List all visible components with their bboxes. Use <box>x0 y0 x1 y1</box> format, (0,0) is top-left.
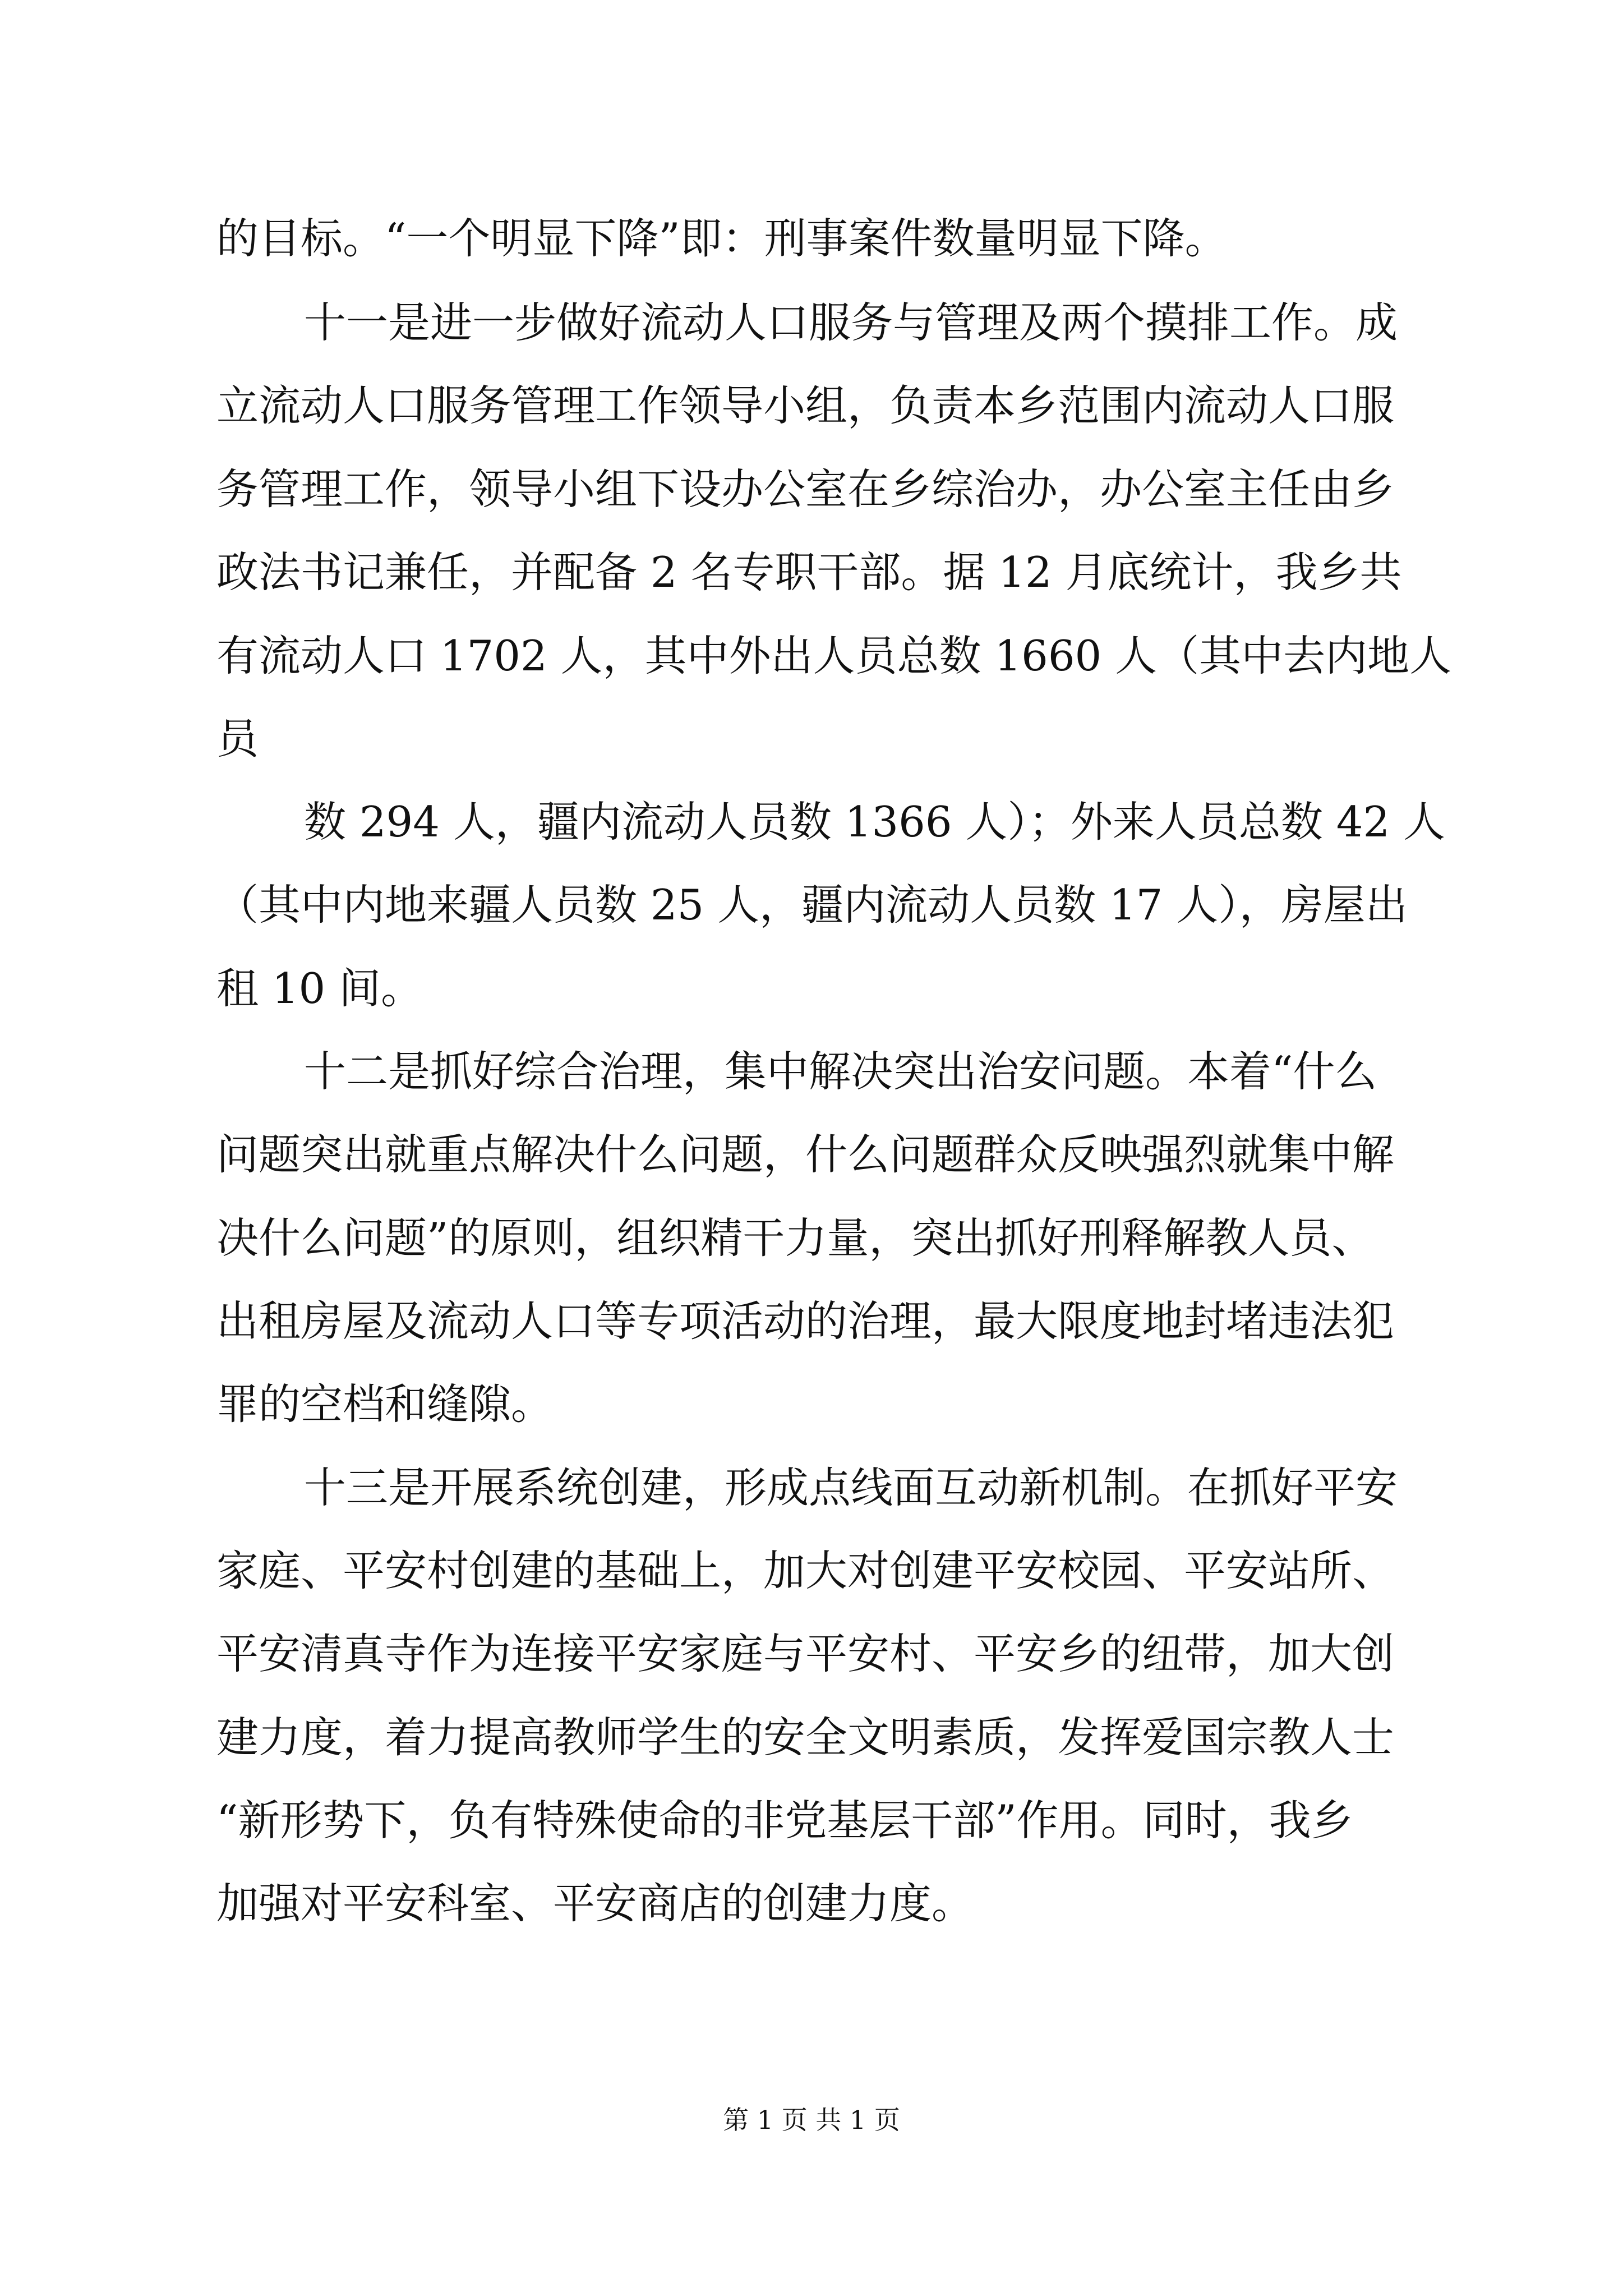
text-line: 数 294 人，疆内流动人员数 1366 人）；外来人员总数 42 人 <box>304 797 1445 846</box>
text-line: 政法书记兼任，并配备 2 名专职干部。据 12 月底统计，我乡共 <box>216 547 1402 597</box>
text-line: 立流动人口服务管理工作领导小组，负责本乡范围内流动人口服 <box>216 381 1395 430</box>
text-line: 员 <box>216 714 259 763</box>
text-line: 平安清真寺作为连接平安家庭与平安村、平安乡的纽带，加大创 <box>216 1629 1395 1678</box>
page-footer: 第 1 页 共 1 页 <box>723 2105 900 2135</box>
text-line: 加强对平安科室、平安商店的创建力度。 <box>216 1879 974 1928</box>
text-line: 问题突出就重点解决什么问题，什么问题群众反映强烈就集中解 <box>216 1130 1395 1179</box>
text-line: 建力度，着力提高教师学生的安全文明素质，发挥爱国宗教人士 <box>216 1713 1395 1762</box>
text-line: 出租房屋及流动人口等专项活动的治理，最大限度地封堵违法犯 <box>216 1296 1395 1346</box>
text-line: 租 10 间。 <box>216 964 423 1013</box>
text-line: 十三是开展系统创建，形成点线面互动新机制。在抓好平安 <box>304 1463 1398 1512</box>
text-line: 十二是抓好综合治理，集中解决突出治安问题。本着“什么 <box>304 1047 1377 1096</box>
text-line: 决什么问题”的原则，组织精干力量，突出抓好刑释解教人员、 <box>216 1213 1374 1263</box>
text-line: 的目标。“一个明显下降”即：刑事案件数量明显下降。 <box>216 214 1227 263</box>
text-line: 罪的空档和缝隙。 <box>216 1379 554 1429</box>
text-line: 有流动人口 1702 人，其中外出人员总数 1660 人（其中去内地人 <box>216 631 1452 680</box>
text-line: 家庭、平安村创建的基础上，加大对创建平安校园、平安站所、 <box>216 1546 1395 1595</box>
text-line: （其中内地来疆人员数 25 人，疆内流动人员数 17 人），房屋出 <box>216 880 1408 930</box>
text-line: “新形势下，负有特殊使命的非党基层干部”作用。同时，我乡 <box>216 1796 1353 1845</box>
text-line: 十一是进一步做好流动人口服务与管理及两个摸排工作。成 <box>304 298 1398 347</box>
text-line: 务管理工作，领导小组下设办公室在乡综治办，办公室主任由乡 <box>216 464 1395 514</box>
